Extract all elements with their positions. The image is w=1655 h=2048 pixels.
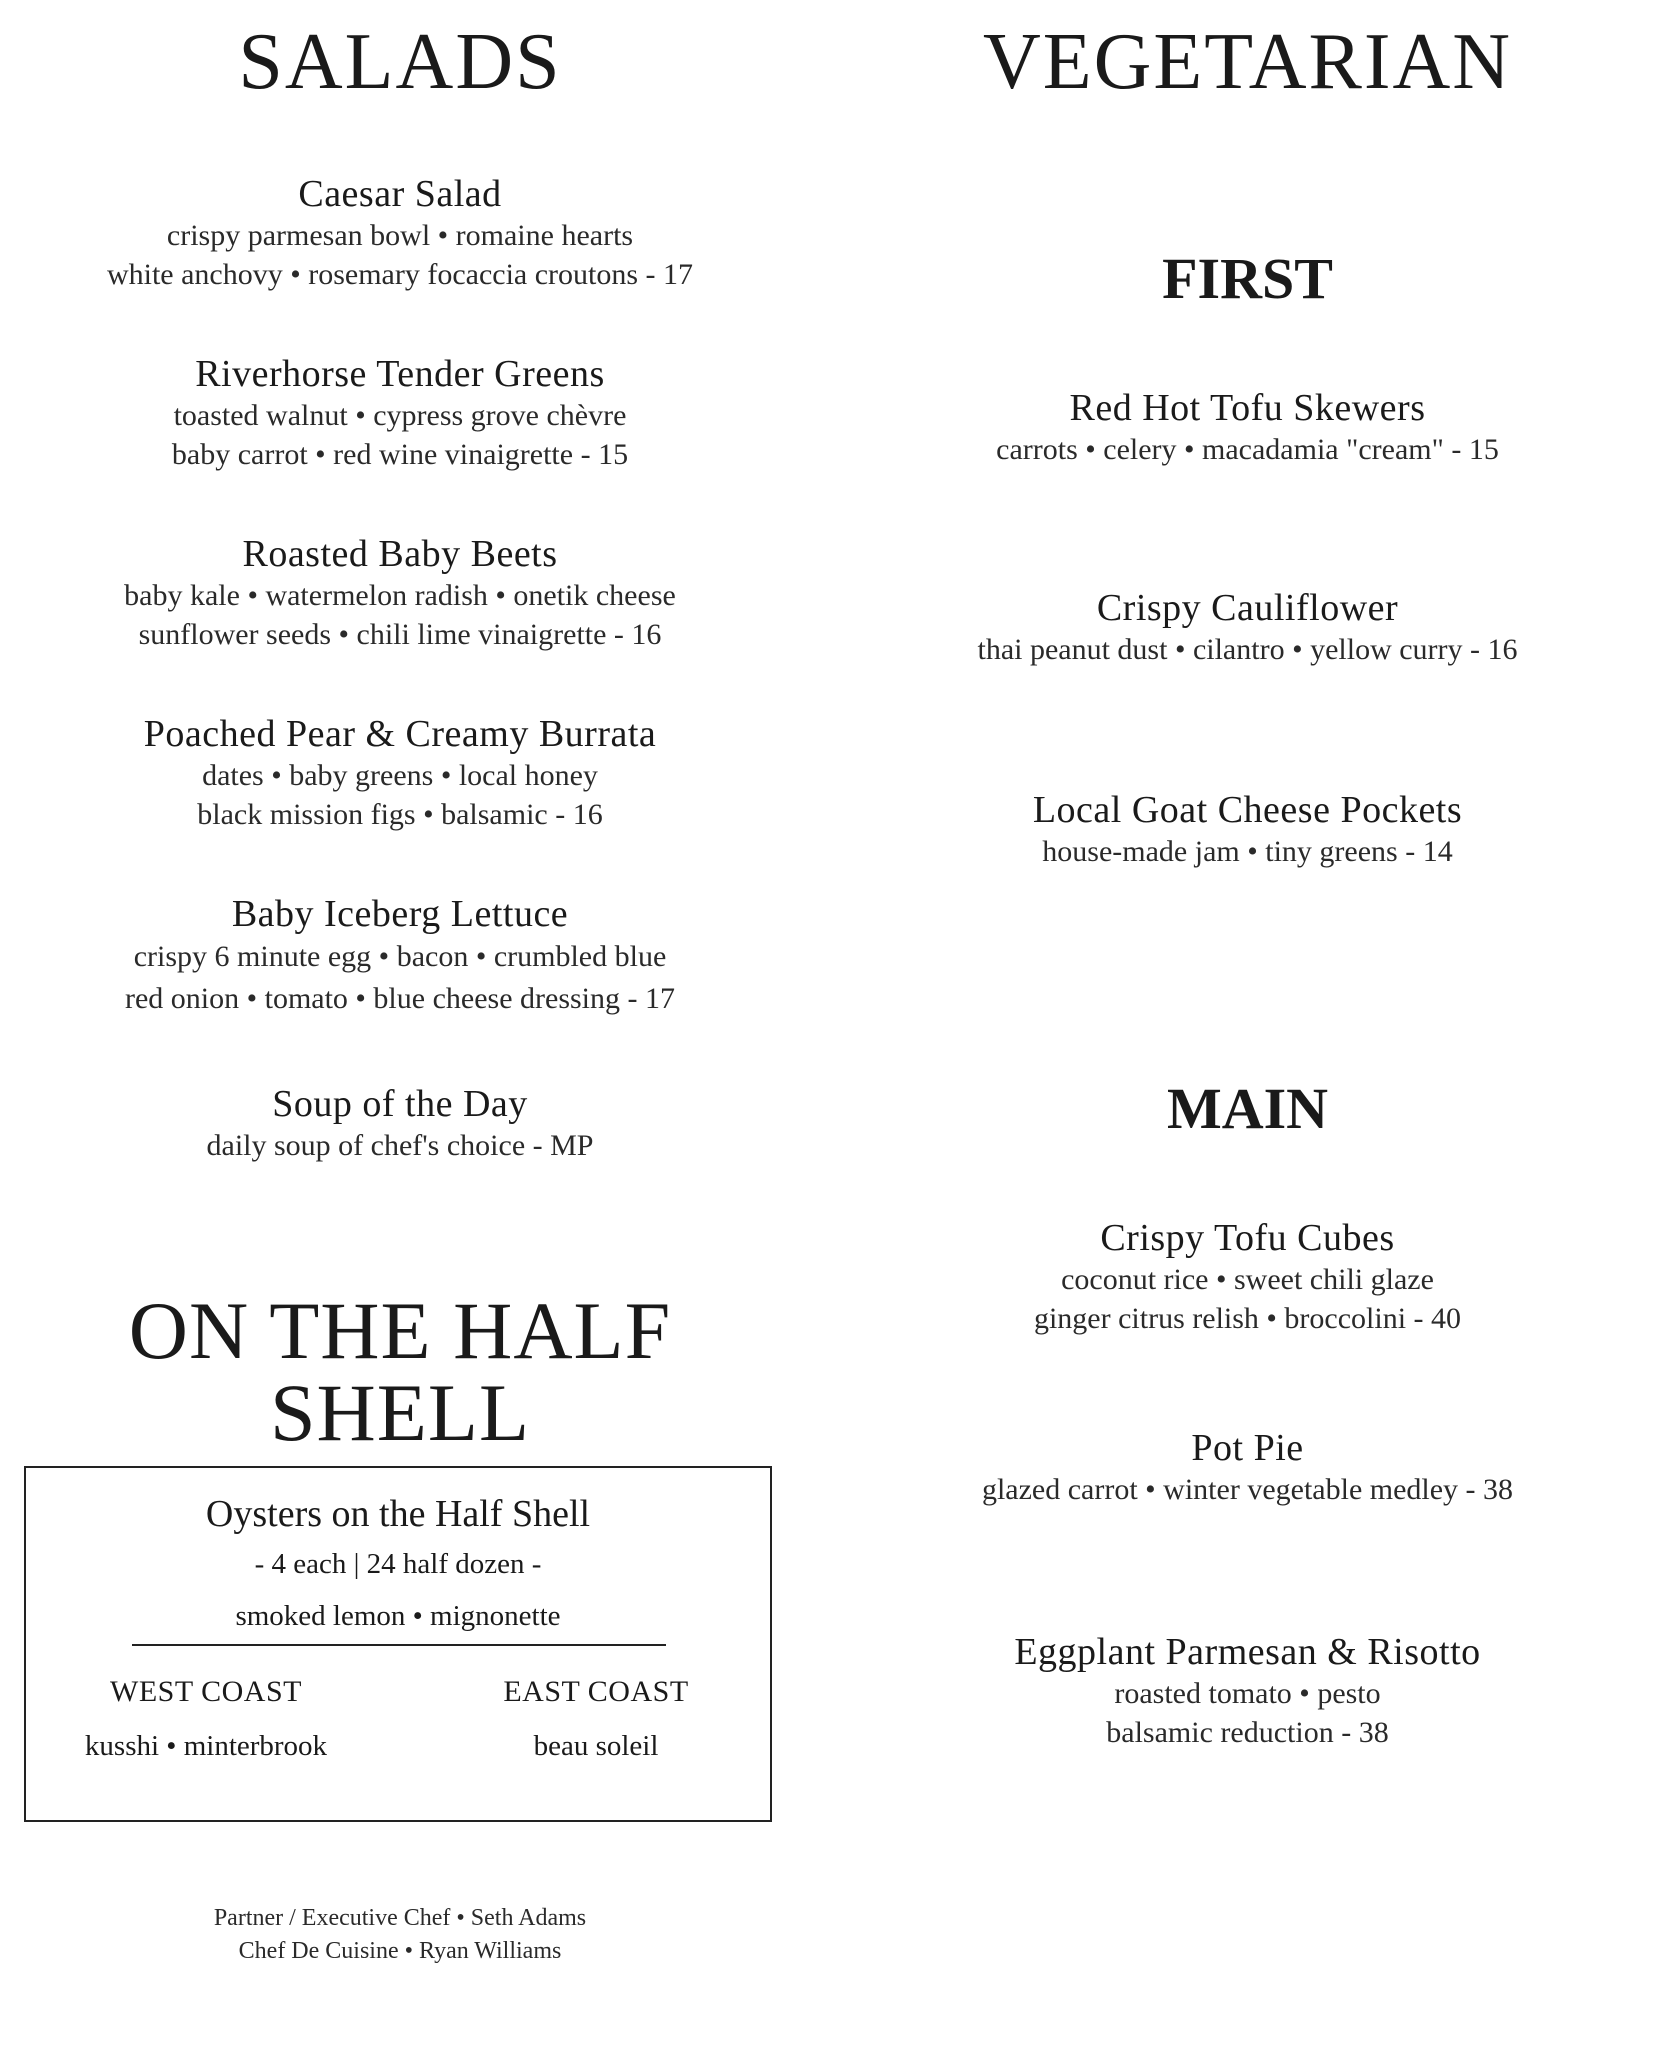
salads-heading: SALADS bbox=[238, 18, 562, 106]
item-name: Caesar Salad bbox=[298, 173, 502, 215]
menu-item-caesar-salad bbox=[0, 172, 800, 294]
east-coast-list: beau soleil bbox=[533, 1730, 659, 1762]
item-description: glazed carrot • winter vegetable medley - 38 bbox=[981, 1473, 1514, 1506]
menu-item-crispy-cauliflower bbox=[840, 586, 1655, 669]
menu-item-crispy-tofu-cubes bbox=[840, 1216, 1655, 1338]
item-description: toasted walnut • cypress grove chèvre bbox=[173, 399, 627, 432]
item-description: balsamic reduction - 38 bbox=[1106, 1716, 1389, 1749]
item-name: Baby Iceberg Lettuce bbox=[231, 893, 569, 935]
menu-item-roasted-baby-beets bbox=[0, 532, 800, 654]
item-name: Roasted Baby Beets bbox=[242, 533, 558, 575]
vegetarian-heading: VEGETARIAN bbox=[982, 18, 1513, 106]
item-description: thai peanut dust • cilantro • yellow curry - 16 bbox=[977, 633, 1518, 666]
item-description: roasted tomato • pesto bbox=[1114, 1677, 1381, 1710]
menu-item-baby-iceberg-lettuce bbox=[0, 892, 800, 1020]
menu-item-pot-pie bbox=[840, 1426, 1655, 1509]
item-description: baby carrot • red wine vinaigrette - 15 bbox=[171, 438, 629, 471]
main-heading: MAIN bbox=[1166, 1076, 1329, 1141]
menu-item-poached-pear-burrata bbox=[0, 712, 800, 834]
item-description: coconut rice • sweet chili glaze bbox=[1061, 1263, 1434, 1296]
west-coast-section bbox=[56, 1674, 356, 1764]
item-name: Local Goat Cheese Pockets bbox=[1032, 789, 1463, 831]
left-column bbox=[0, 0, 800, 2048]
item-description: white anchovy • rosemary focaccia croutons - 17 bbox=[106, 258, 694, 291]
oyster-price: - 4 each | 24 half dozen - bbox=[254, 1548, 542, 1580]
item-description: carrots • celery • macadamia "cream" - 15 bbox=[996, 433, 1499, 466]
divider bbox=[132, 1644, 666, 1646]
east-coast-label: EAST COAST bbox=[503, 1675, 689, 1708]
oyster-title: Oysters on the Half Shell bbox=[205, 1493, 591, 1535]
oyster-garnish: smoked lemon • mignonette bbox=[235, 1600, 561, 1632]
item-description: dates • baby greens • local honey bbox=[202, 759, 598, 792]
menu-item-local-goat-cheese-pockets bbox=[840, 788, 1655, 871]
item-description: red onion • tomato • blue cheese dressing - 17 bbox=[124, 982, 676, 1015]
item-description: baby kale • watermelon radish • onetik cheese bbox=[124, 579, 676, 612]
east-coast-section bbox=[446, 1674, 746, 1764]
item-description: daily soup of chef's choice - MP bbox=[206, 1129, 594, 1162]
item-name: Crispy Tofu Cubes bbox=[1100, 1217, 1395, 1259]
item-description: crispy parmesan bowl • romaine hearts bbox=[166, 219, 634, 252]
item-name: Soup of the Day bbox=[272, 1083, 528, 1125]
item-name: Riverhorse Tender Greens bbox=[195, 353, 605, 395]
item-name: Red Hot Tofu Skewers bbox=[1069, 387, 1426, 429]
credit-line: Chef De Cuisine • Ryan Williams bbox=[238, 1938, 562, 1964]
item-name: Pot Pie bbox=[1191, 1427, 1304, 1469]
item-description: house-made jam • tiny greens - 14 bbox=[1042, 835, 1453, 868]
credit-line: Partner / Executive Chef • Seth Adams bbox=[213, 1905, 587, 1931]
menu-item-red-hot-tofu-skewers bbox=[840, 386, 1655, 469]
chef-credits bbox=[0, 1902, 800, 1968]
oyster-box bbox=[24, 1466, 772, 1822]
item-name: Poached Pear & Creamy Burrata bbox=[143, 713, 657, 755]
west-coast-list: kusshi • minterbrook bbox=[84, 1730, 328, 1762]
right-column bbox=[840, 0, 1655, 2048]
half-shell-heading: ON THE HALF SHELL bbox=[128, 1285, 672, 1458]
item-description: sunflower seeds • chili lime vinaigrette - 16 bbox=[138, 618, 662, 651]
item-name: Eggplant Parmesan & Risotto bbox=[1014, 1631, 1481, 1673]
menu-item-riverhorse-tender-greens bbox=[0, 352, 800, 474]
west-coast-label: WEST COAST bbox=[110, 1675, 302, 1708]
item-description: crispy 6 minute egg • bacon • crumbled blue bbox=[133, 940, 667, 973]
item-description: black mission figs • balsamic - 16 bbox=[197, 798, 603, 831]
first-heading: FIRST bbox=[1162, 246, 1333, 311]
menu-item-soup-of-the-day bbox=[0, 1082, 800, 1165]
item-description: ginger citrus relish • broccolini - 40 bbox=[1033, 1302, 1462, 1335]
menu-item-eggplant-parmesan-risotto bbox=[840, 1630, 1655, 1752]
item-name: Crispy Cauliflower bbox=[1096, 587, 1399, 629]
